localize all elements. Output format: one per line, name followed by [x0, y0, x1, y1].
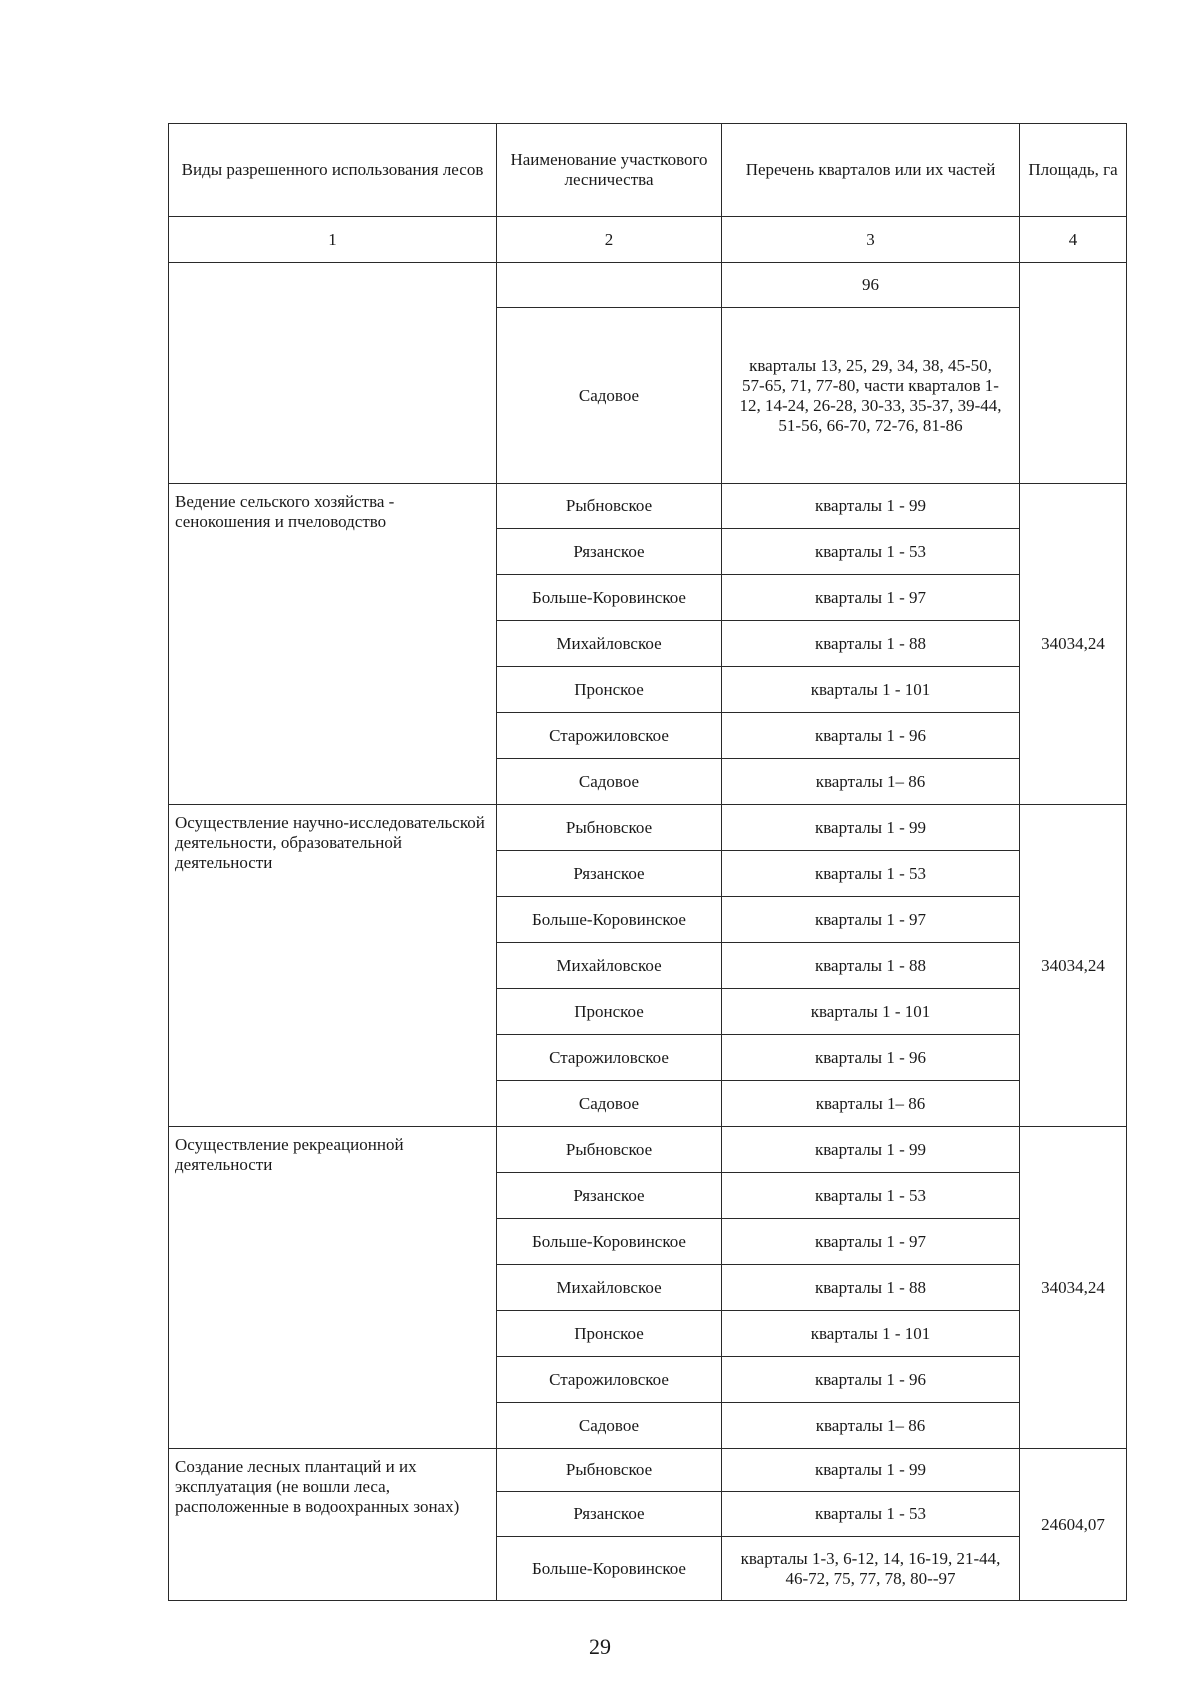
page-number: 29 [589, 1634, 611, 1659]
quarters-cell: кварталы 1 - 97 [722, 575, 1020, 621]
table-row [169, 805, 1127, 851]
forestry-cell: Старожиловское [497, 713, 722, 759]
use-kind-cell: Создание лесных плантаций и их эксплуатация (не вошли леса, расположенные в водоохранных зонах) [169, 1449, 497, 1601]
use-kind-cell: Осуществление научно-исследовательской деятельности, образовательной деятельности [169, 805, 497, 1127]
continuation-forestry-empty [497, 263, 722, 308]
table-row [169, 1449, 1127, 1492]
forest-use-table [168, 123, 1127, 1601]
forestry-cell: Старожиловское [497, 1035, 722, 1081]
continuation-kind-cell [169, 263, 497, 484]
forestry-cell: Больше-Коровинское [497, 575, 722, 621]
forestry-cell: Рыбновское [497, 805, 722, 851]
area-cell: 34034,24 [1020, 805, 1127, 1127]
header-kind: Виды разрешенного использования лесов [169, 124, 497, 217]
quarters-cell: кварталы 1 - 53 [722, 1173, 1020, 1219]
forestry-cell: Рязанское [497, 851, 722, 897]
quarters-cell: кварталы 1 - 99 [722, 805, 1020, 851]
table-row [169, 484, 1127, 529]
quarters-cell: кварталы 1 - 53 [722, 1492, 1020, 1537]
quarters-cell: кварталы 1 - 96 [722, 1035, 1020, 1081]
quarters-cell: кварталы 1 - 96 [722, 713, 1020, 759]
quarters-cell: кварталы 1 - 97 [722, 1219, 1020, 1265]
quarters-cell: кварталы 1 - 101 [722, 989, 1020, 1035]
continuation-first-quarters: 96 [722, 263, 1020, 308]
quarters-cell: кварталы 1-3, 6-12, 14, 16-19, 21-44, 46-72, 75, 77, 78, 80--97 [722, 1537, 1020, 1601]
table-row [169, 1127, 1127, 1173]
forestry-cell: Старожиловское [497, 1357, 722, 1403]
quarters-cell: кварталы 1– 86 [722, 1081, 1020, 1127]
forestry-cell: Пронское [497, 989, 722, 1035]
quarters-cell: кварталы 1 - 97 [722, 897, 1020, 943]
header-quarters: Перечень кварталов или их частей [722, 124, 1020, 217]
area-cell: 34034,24 [1020, 484, 1127, 805]
quarters-cell: кварталы 1 - 101 [722, 1311, 1020, 1357]
use-kind-cell: Ведение сельского хозяйства - сенокошения и пчеловодство [169, 484, 497, 805]
quarters-cell: кварталы 1 - 88 [722, 943, 1020, 989]
column-number-1: 1 [169, 217, 497, 263]
quarters-cell: кварталы 1 - 53 [722, 529, 1020, 575]
quarters-cell: кварталы 1 - 99 [722, 1127, 1020, 1173]
quarters-cell: кварталы 1 - 101 [722, 667, 1020, 713]
continuation-quarters: кварталы 13, 25, 29, 34, 38, 45-50, 57-65, 71, 77-80, части кварталов 1-12, 14-24, 26-28, 30-33, 35-37, 39-44, 51-56, 66-70, 72-76, 81-86 [722, 308, 1020, 484]
forestry-cell: Больше-Коровинское [497, 1219, 722, 1265]
quarters-cell: кварталы 1 - 53 [722, 851, 1020, 897]
forestry-cell: Рыбновское [497, 1127, 722, 1173]
forestry-cell: Садовое [497, 1081, 722, 1127]
quarters-cell: кварталы 1 - 99 [722, 484, 1020, 529]
forestry-cell: Садовое [497, 1403, 722, 1449]
quarters-cell: кварталы 1– 86 [722, 1403, 1020, 1449]
continuation-row [169, 263, 1127, 308]
forestry-cell: Садовое [497, 759, 722, 805]
forestry-cell: Михайловское [497, 943, 722, 989]
use-kind-cell: Осуществление рекреационной деятельности [169, 1127, 497, 1449]
forestry-cell: Рязанское [497, 529, 722, 575]
continuation-forestry: Садовое [497, 308, 722, 484]
table-body [169, 124, 1127, 1601]
column-number-2: 2 [497, 217, 722, 263]
forestry-cell: Рыбновское [497, 1449, 722, 1492]
header-forestry: Наименование участкового лесничества [497, 124, 722, 217]
area-cell: 24604,07 [1020, 1449, 1127, 1601]
quarters-cell: кварталы 1 - 88 [722, 621, 1020, 667]
continuation-area-cell [1020, 263, 1127, 484]
quarters-cell: кварталы 1 - 96 [722, 1357, 1020, 1403]
header-area: Площадь, га [1020, 124, 1127, 217]
forestry-cell: Михайловское [497, 621, 722, 667]
forestry-cell: Больше-Коровинское [497, 1537, 722, 1601]
quarters-cell: кварталы 1– 86 [722, 759, 1020, 805]
forestry-cell: Пронское [497, 667, 722, 713]
forestry-cell: Пронское [497, 1311, 722, 1357]
column-number-4: 4 [1020, 217, 1127, 263]
area-cell: 34034,24 [1020, 1127, 1127, 1449]
column-number-row [169, 217, 1127, 263]
forestry-cell: Рязанское [497, 1492, 722, 1537]
quarters-cell: кварталы 1 - 99 [722, 1449, 1020, 1492]
forestry-cell: Рязанское [497, 1173, 722, 1219]
forestry-cell: Рыбновское [497, 484, 722, 529]
forestry-cell: Больше-Коровинское [497, 897, 722, 943]
column-number-3: 3 [722, 217, 1020, 263]
header-row [169, 124, 1127, 217]
forestry-cell: Михайловское [497, 1265, 722, 1311]
quarters-cell: кварталы 1 - 88 [722, 1265, 1020, 1311]
